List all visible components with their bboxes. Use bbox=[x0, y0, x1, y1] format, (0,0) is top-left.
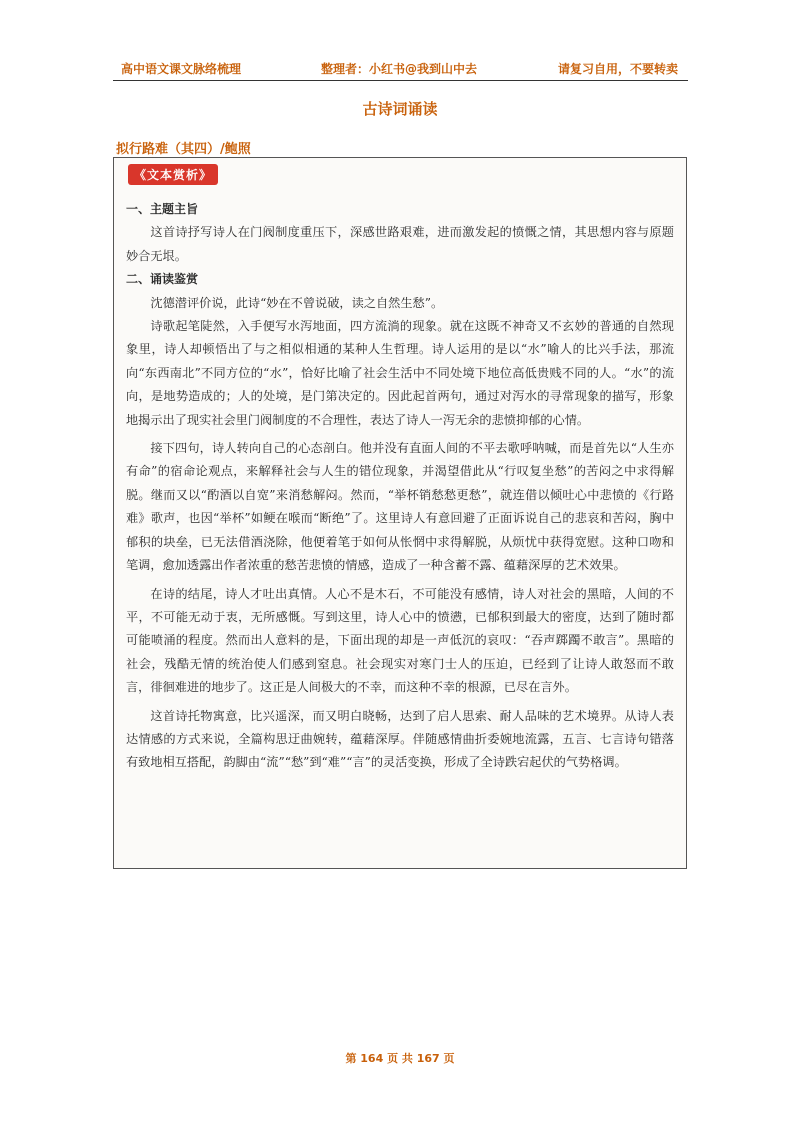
poem-title: 拟行路难（其四）/鲍照 bbox=[116, 142, 251, 157]
paragraph: 在诗的结尾，诗人才吐出真情。人心不是木石，不可能没有感情，诗人对社会的黑暗，人间的不平，不可能无动于衷，无所感慨。写到这里，诗人心中的愤懑，已郁积到最大的密度，达到了随时都可能喷涌的程度。然而出人意料的是，下面出现的却是一声低沉的哀叹：“吞声踯躅不敢言”。黑暗的社会，残酷无情的统治使人们感到窒息。社会现实对寒门士人的压迫，已经到了让诗人敢怒而不敢言，徘徊难进的地步了。这正是人间极大的不幸，而这种不幸的根源，已尽在言外。 bbox=[126, 586, 674, 695]
page-footer: 第 164 页 共 167 页 bbox=[345, 1052, 455, 1065]
section-heading-theme: 一、主题主旨 bbox=[126, 202, 199, 216]
paragraph: 接下四句，诗人转向自己的心态剖白。他并没有直面人间的不平去歌呼呐喊，而是首先以“人生亦有命”的宿命论观点，来解释社会与人生的错位现象，并渴望借此从“行叹复坐愁”的苦闷之中求得解脱。继而又以“酌酒以自宽”来消愁解闷。然而，“举杯销愁愁更愁”，就连借以倾吐心中悲愤的《行路难》歌声，也因“举杯”如鲠在喉而“断绝”了。这里诗人有意回避了正面诉说自己的悲哀和苦闷，胸中郁积的块垒，已无法借酒浇除，他便着笔于如何从怅惘中求得解脱，从烦忧中获得宽慰。这种口吻和笔调，愈加透露出作者浓重的愁苦悲愤的情感，造成了一种含蓄不露、蕴藉深厚的艺术效果。 bbox=[126, 441, 674, 573]
analysis-content bbox=[126, 198, 674, 775]
paragraph: 这首诗托物寓意，比兴遥深，而又明白晓畅，达到了启人思索、耐人品味的艺术境界。从诗人表达情感的方式来说，全篇构思迂曲婉转，蕴藉深厚。伴随感情曲折委婉地流露，五言、七言诗句错落有致地相互搭配，韵脚由“流”“愁”到“难”“言”的灵活变换，形成了全诗跌宕起伏的气势格调。 bbox=[126, 708, 674, 770]
header-center-text: 整理者：小红书@我到山中去 bbox=[321, 62, 478, 76]
header-right-text: 请复习自用，不要转卖 bbox=[557, 62, 678, 76]
paragraph: 诗歌起笔陡然，入手便写水泻地面，四方流淌的现象。就在这既不神奇又不玄妙的普通的自然现象里，诗人却顿悟出了与之相似相通的某种人生哲理。诗人运用的是以“水”喻人的比兴手法，那流向“东西南北”不同方位的“水”，恰好比喻了社会生活中不同处境下地位高低贵贱不同的人。“水”的流向，是地势造成的；人的处境，是门第决定的。因此起首两句，通过对泻水的寻常现象的描写，形象地揭示出了现实社会里门阀制度的不合理性，表达了诗人一泻无余的悲愤抑郁的心情。 bbox=[126, 319, 674, 427]
header-left-text: 高中语文课文脉络梳理 bbox=[121, 62, 242, 76]
paragraph: 这首诗抒写诗人在门阀制度重压下，深感世路艰难，进而激发起的愤慨之情，其思想内容与原题妙合无垠。 bbox=[126, 225, 674, 263]
paragraph: 沈德潜评价说，此诗“妙在不曾说破，读之自然生愁”。 bbox=[150, 295, 444, 310]
text-analysis-box bbox=[113, 157, 687, 869]
page-title: 古诗词诵读 bbox=[362, 100, 438, 118]
section-tag: 《文本赏析》 bbox=[128, 164, 218, 185]
section-heading-appreciation: 二、诵读鉴赏 bbox=[126, 272, 199, 287]
page-header bbox=[113, 58, 688, 81]
